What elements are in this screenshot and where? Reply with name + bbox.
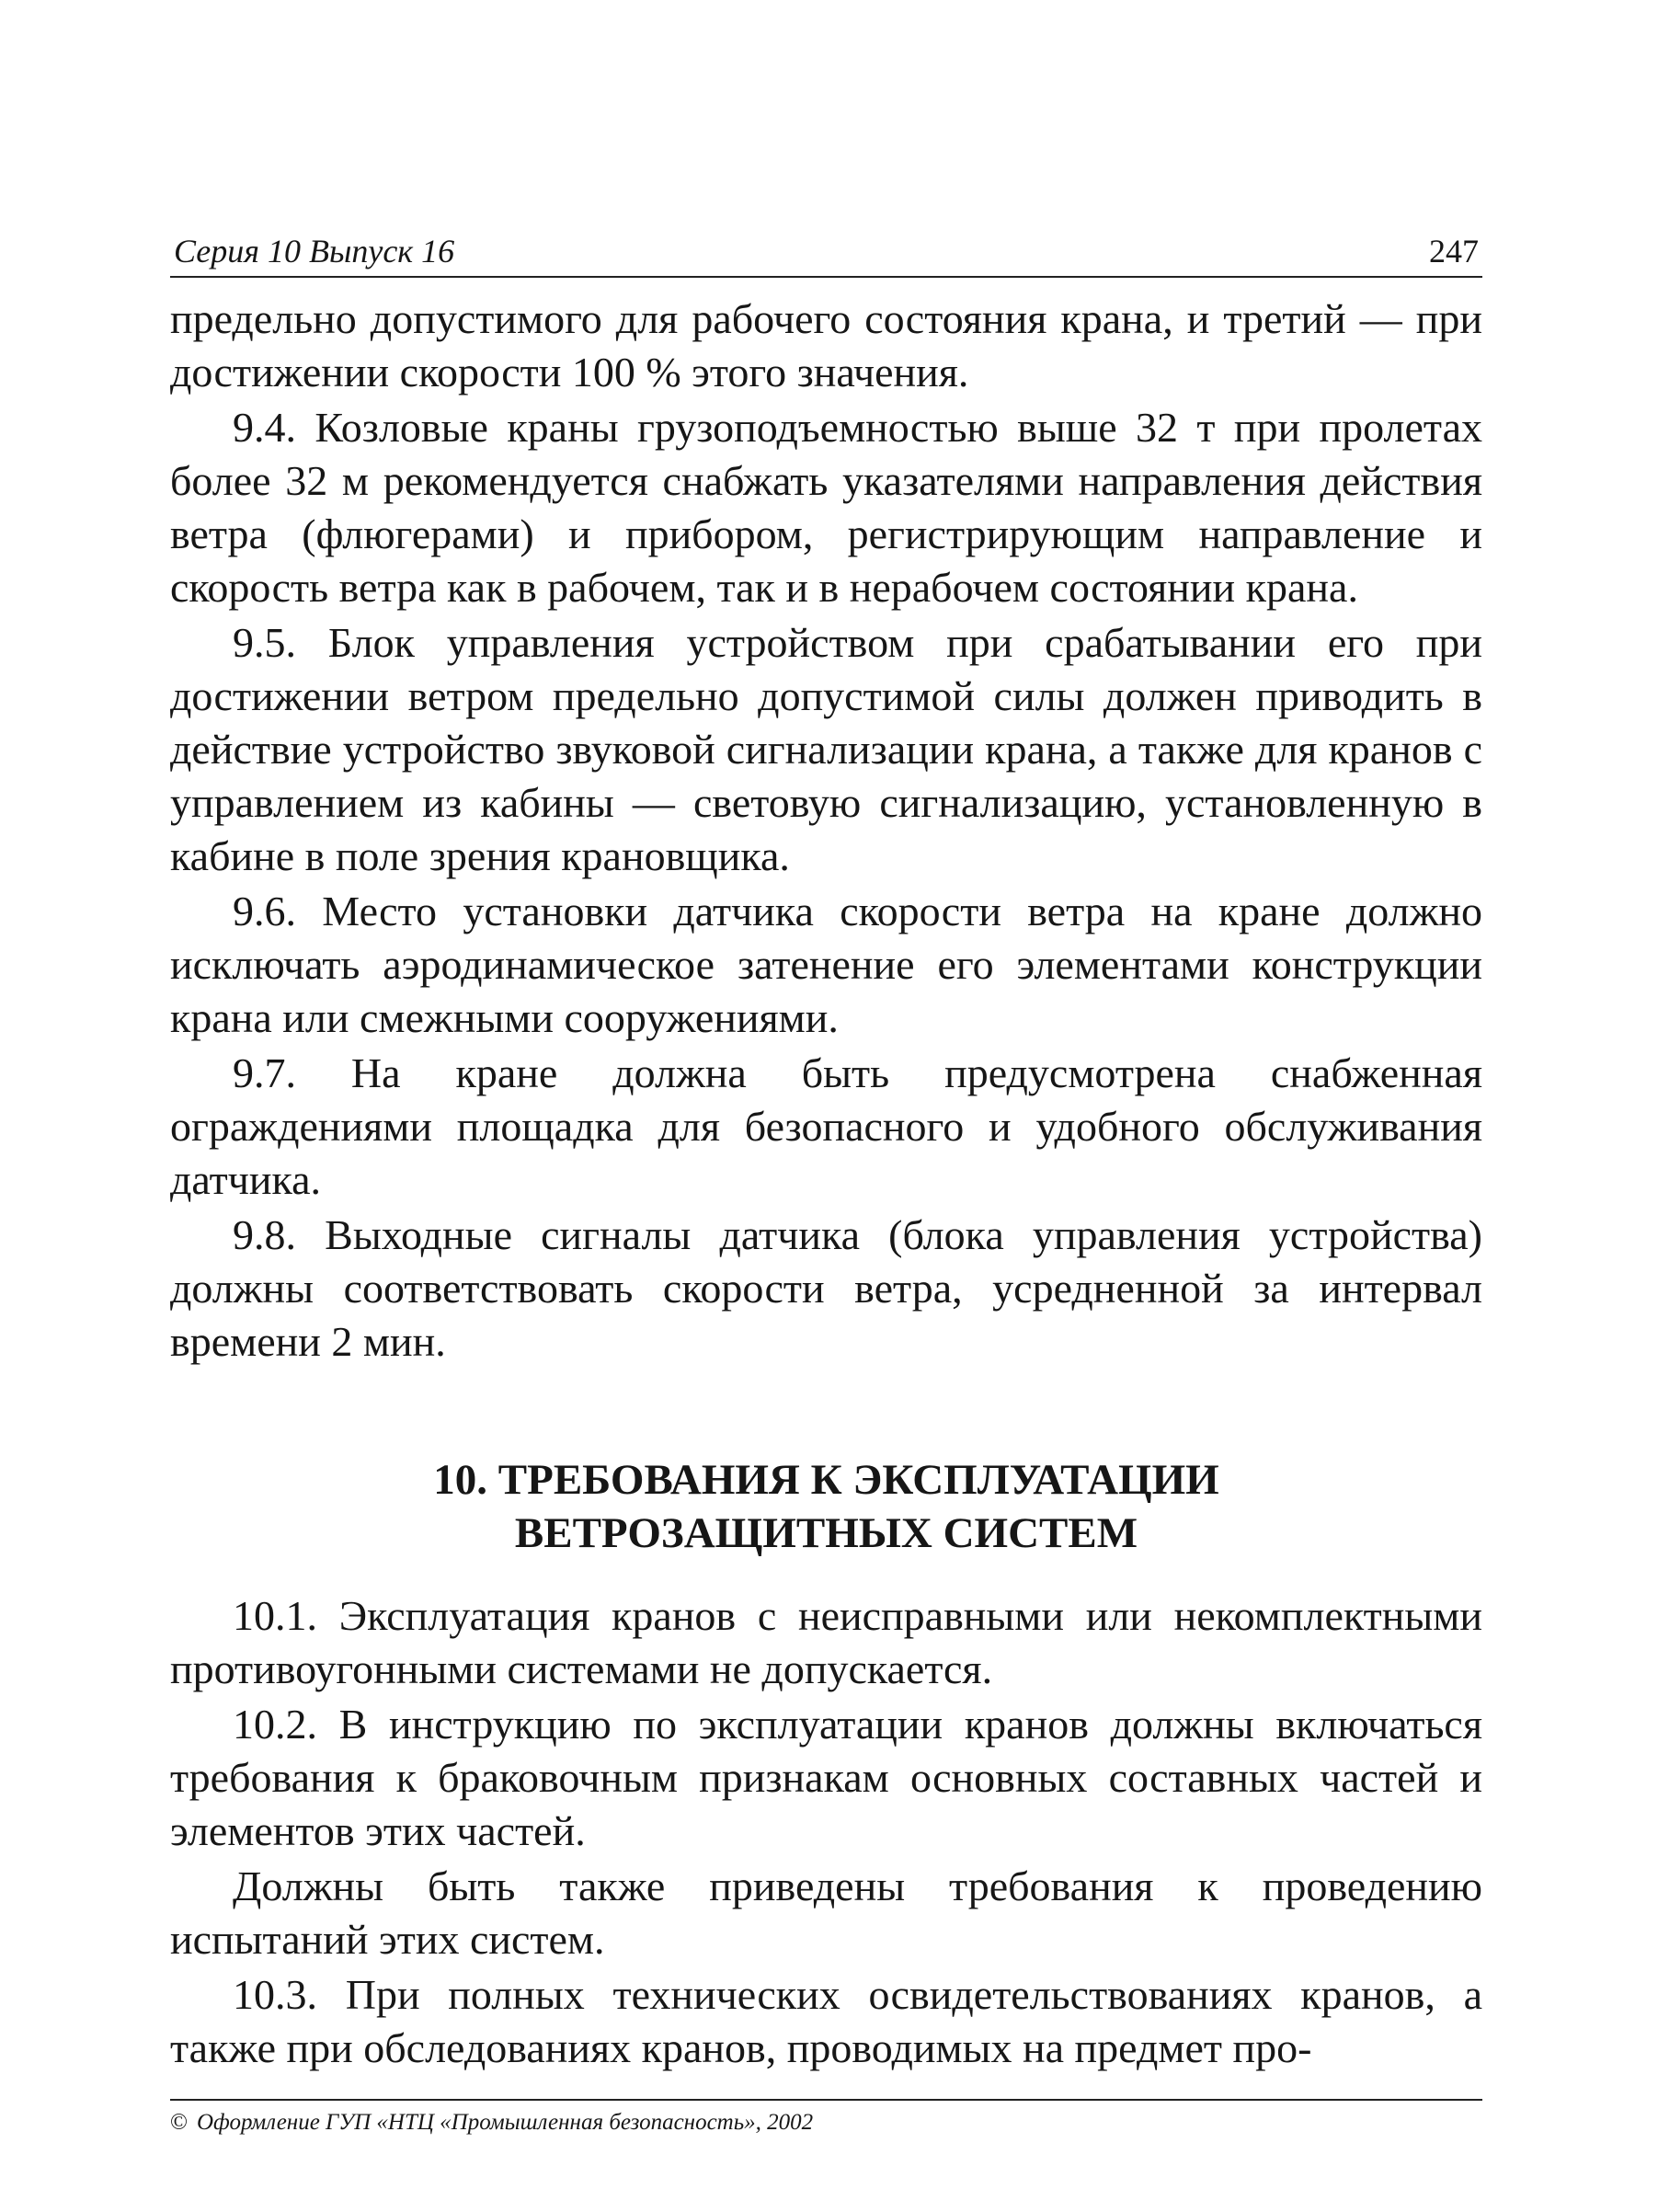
- section-heading-line-1: 10. ТРЕБОВАНИЯ К ЭКСПЛУАТАЦИИ: [433, 1456, 1219, 1504]
- paragraph-9-6: 9.6. Место установки датчика скорости ветра на кране должно исключать аэродинамическое затенение его элементами конструкции крана или смежными сооружениями.: [170, 888, 1482, 1041]
- body-text: [170, 292, 1482, 2075]
- paragraph-9-4: 9.4. Козловые краны грузоподъемностью выше 32 т при пролетах более 32 м рекомендуется снабжать указателями направления действия ветра (флюгерами) и прибором, регистрирующим направление и скорость ветра как в рабочем, так и в нерабочем состоянии крана.: [170, 404, 1482, 611]
- page-footer: [170, 2099, 1482, 2136]
- section-heading-line-2: ВЕТРОЗАЩИТНЫХ СИСТЕМ: [514, 1509, 1138, 1557]
- section-heading: [170, 1453, 1482, 1560]
- paragraph-continuation: предельно допустимого для рабочего состояния крана, и третий — при достижении скорости 100 % этого значения.: [170, 295, 1482, 395]
- footer-text: Оформление ГУП «НТЦ «Промышленная безопасность», 2002: [197, 2110, 814, 2135]
- running-header: [170, 221, 1482, 278]
- copyright-icon: ©: [170, 2110, 188, 2135]
- paragraph-10-3: 10.3. При полных технических освидетельствованиях кранов, а также при обследованиях кранов, проводимых на предмет про-: [170, 1971, 1482, 2071]
- paragraph-10-2-continued: Должны быть также приведены требования к проведению испытаний этих систем.: [170, 1862, 1482, 1963]
- paragraph-10-2: 10.2. В инструкцию по эксплуатации кранов должны включаться требования к браковочным признакам основных составных частей и элементов этих частей.: [170, 1701, 1482, 1854]
- series-label: Серия 10 Выпуск 16: [174, 233, 455, 269]
- paragraph-9-8: 9.8. Выходные сигналы датчика (блока управления устройства) должны соответствовать скорости ветра, усредненной за интервал времени 2 мин.: [170, 1211, 1482, 1365]
- paragraph-9-7: 9.7. На кране должна быть предусмотрена снабженная ограждениями площадка для безопасного и удобного обслуживания датчика.: [170, 1049, 1482, 1203]
- paragraph-9-5: 9.5. Блок управления устройством при срабатывании его при достижении ветром предельно допустимой силы должен приводить в действие устройство звуковой сигнализации крана, а также для кранов с управлением из кабины — световую сигнализацию, установленную в кабине в поле зрения крановщика.: [170, 619, 1482, 879]
- paragraph-10-1: 10.1. Эксплуатация кранов с неисправными или некомплектными противоугонными системами не допускается.: [170, 1592, 1482, 1692]
- page-number: 247: [1429, 233, 1479, 269]
